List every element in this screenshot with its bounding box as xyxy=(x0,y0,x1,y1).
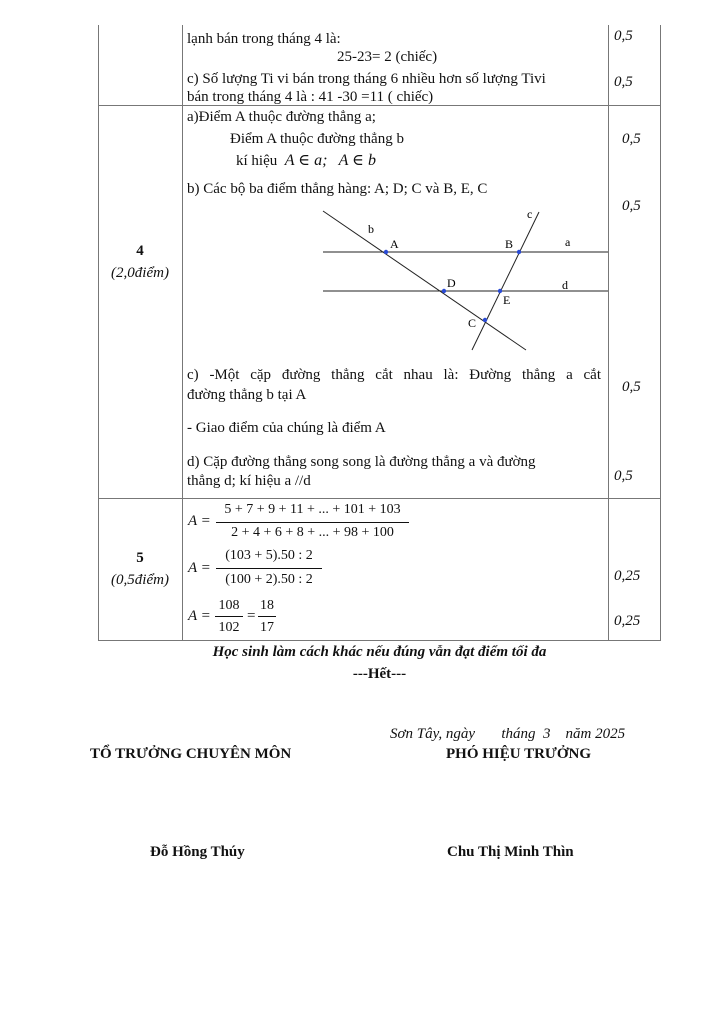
q5-eq3-fraction-bar xyxy=(258,616,276,617)
right-signatory-title: PHÓ HIỆU TRƯỞNG xyxy=(446,746,592,762)
q5-eq3-denominator: 102 xyxy=(218,620,240,635)
q3-text-line: bán trong tháng 4 là : 41 -30 =11 ( chiếc) xyxy=(187,89,434,105)
place-date: Sơn Tây, ngày tháng 3 năm 2025 xyxy=(390,726,626,742)
right-signatory-name: Chu Thị Minh Thìn xyxy=(447,844,574,860)
q5-number: 5 xyxy=(136,550,144,566)
point-C xyxy=(483,318,487,322)
table-border-right xyxy=(660,25,661,640)
label-E: E xyxy=(503,293,511,307)
q3-text-line: c) Số lượng Ti vi bán trong tháng 6 nhiều hơn số lượng Tivi xyxy=(187,71,546,87)
table-border-bottom xyxy=(98,640,661,641)
label-A: A xyxy=(390,237,399,251)
q4-d-line: thẳng d; kí hiệu a //d xyxy=(187,473,311,489)
q3-score: 0,5 xyxy=(614,74,633,90)
q5-points: (0,5điểm) xyxy=(111,572,169,588)
q5-eq1-lhs: A = xyxy=(188,513,211,529)
q4-c-line: đường thẳng b tại A xyxy=(187,387,307,403)
q5-eq2-fraction-bar xyxy=(216,568,322,569)
q5-eq2-denominator: (100 + 2).50 : 2 xyxy=(225,572,313,587)
label-d: d xyxy=(562,278,568,292)
q4-b-line: b) Các bộ ba điểm thẳng hàng: A; D; C và B, E, C xyxy=(187,181,488,197)
grading-note: Học sinh làm cách khác nếu đúng vẫn đạt điểm tối đa xyxy=(212,644,547,660)
q5-eq3-denominator: 17 xyxy=(260,620,274,635)
q3-text-line: 25-23= 2 (chiếc) xyxy=(337,49,438,65)
q5-eq1-denominator: 2 + 4 + 6 + 8 + ... + 98 + 100 xyxy=(231,525,394,540)
left-signatory-name: Đỗ Hồng Thúy xyxy=(150,844,245,860)
q4-a-symbol: A ∈ a; xyxy=(284,152,328,169)
q4-points: (2,0điểm) xyxy=(111,265,169,281)
q4-score-b: 0,5 xyxy=(622,198,641,214)
q4-a-notation xyxy=(236,152,376,170)
point-E xyxy=(498,289,502,293)
q5-eq2-lhs: A = xyxy=(188,560,211,576)
q4-score-a: 0,5 xyxy=(622,131,641,147)
q5-eq1-numerator: 5 + 7 + 9 + 11 + ... + 101 + 103 xyxy=(224,502,401,517)
q5-eq3-equals: = xyxy=(247,608,256,624)
point-A xyxy=(384,250,388,254)
q5-score: 0,25 xyxy=(614,613,641,629)
q5-eq1-fraction-bar xyxy=(216,522,409,523)
q5-eq3-lhs: A = xyxy=(188,608,211,624)
table-divider-col2 xyxy=(608,25,609,640)
label-b: b xyxy=(368,222,374,236)
label-a: a xyxy=(565,235,571,249)
label-B: B xyxy=(505,237,514,251)
q5-eq3-numerator: 18 xyxy=(260,598,274,613)
q4-a-line: Điểm A thuộc đường thẳng b xyxy=(230,131,404,147)
q4-a-symbol: A ∈ b xyxy=(338,152,376,169)
q4-c-line: - Giao điểm của chúng là điểm A xyxy=(187,420,386,436)
point-D xyxy=(442,289,446,293)
label-D: D xyxy=(447,276,456,290)
q5-score: 0,25 xyxy=(614,568,641,584)
q5-eq3-fraction-bar xyxy=(215,616,243,617)
label-c: c xyxy=(527,207,533,221)
q3-score: 0,5 xyxy=(614,28,633,44)
q3-text-line: lạnh bán trong tháng 4 là: xyxy=(187,31,341,47)
q4-score-c: 0,5 xyxy=(622,379,641,395)
q4-number: 4 xyxy=(136,243,144,259)
table-row-divider xyxy=(98,498,661,499)
end-marker: ---Hết--- xyxy=(352,666,407,682)
q4-c-line: c) -Một cặp đường thẳng cắt nhau là: Đường thẳng a cắt xyxy=(187,367,601,383)
q5-eq2-numerator: (103 + 5).50 : 2 xyxy=(225,548,313,563)
point-B xyxy=(517,250,521,254)
label-C: C xyxy=(468,316,477,330)
left-signatory-title: TỔ TRƯỞNG CHUYÊN MÔN xyxy=(90,746,292,762)
q4-d-line: d) Cặp đường thẳng song song là đường thẳng a và đường xyxy=(187,454,536,470)
line-c xyxy=(472,212,539,350)
table-border-left xyxy=(98,25,99,640)
q4-score-d: 0,5 xyxy=(614,468,633,484)
line-b xyxy=(323,211,526,350)
q4-geometry-figure xyxy=(183,200,608,360)
q4-a-notation-prefix: kí hiệu xyxy=(236,153,278,169)
q5-eq3-numerator: 108 xyxy=(218,598,240,613)
q4-a-line: a)Điểm A thuộc đường thẳng a; xyxy=(187,109,376,125)
